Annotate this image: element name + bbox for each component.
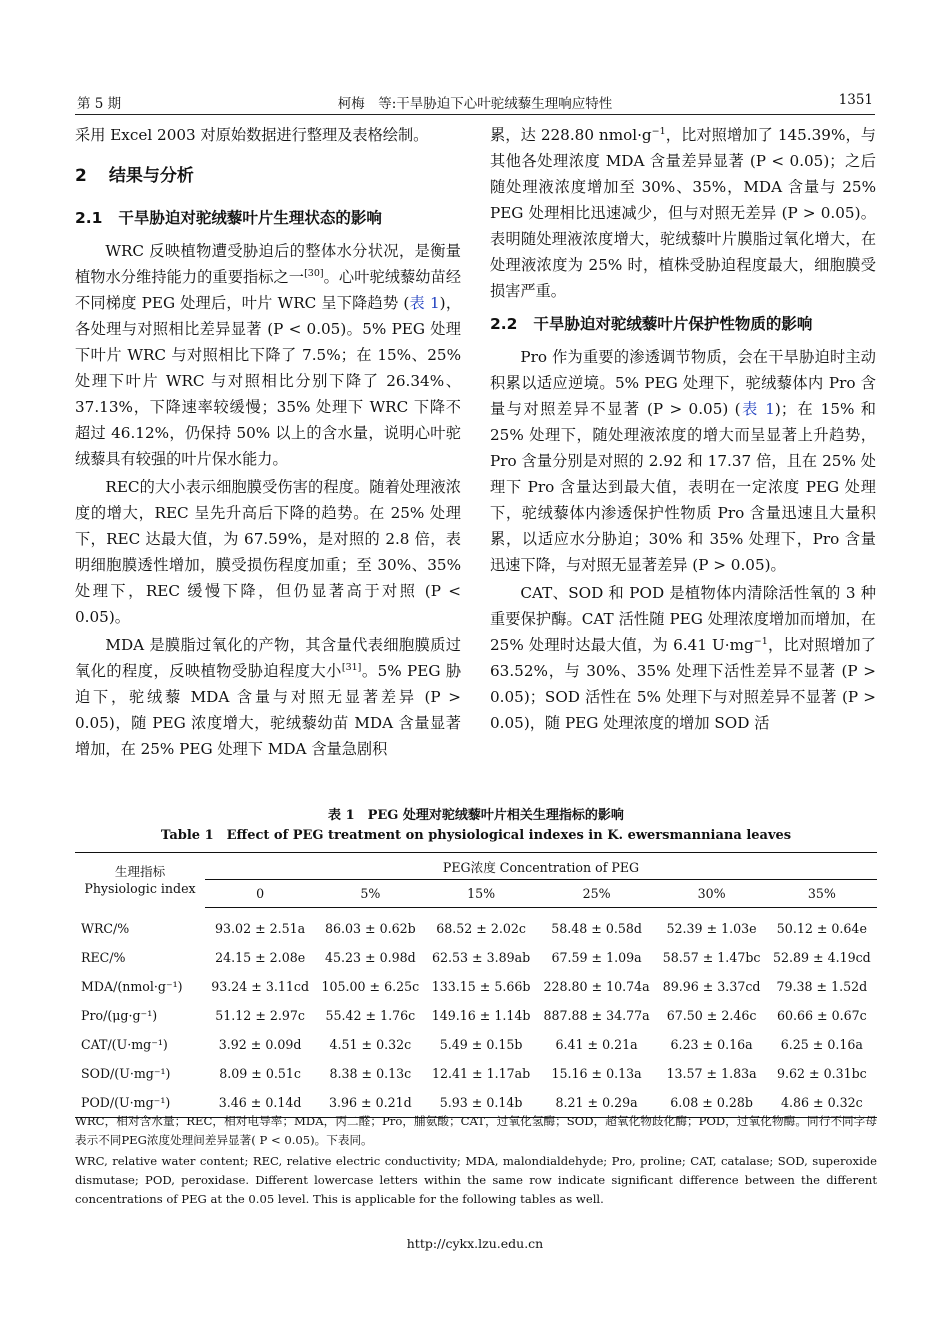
table-caption-cn: 表 1 PEG 处理对驼绒藜叶片相关生理指标的影响 [328, 808, 624, 823]
table-cell: 4.86 ± 0.32c [781, 1095, 863, 1110]
table-cell: 3.96 ± 0.21d [328, 1095, 412, 1110]
concentration-group-header: PEG浓度 Concentration of PEG [205, 853, 877, 880]
right-column [490, 122, 876, 736]
table-cell: 60.66 ± 0.67c [776, 1008, 867, 1023]
footer-url: http://cykx.lzu.edu.cn [406, 1236, 544, 1251]
table-row [75, 1059, 877, 1088]
table-cell: 3.92 ± 0.09d [218, 1037, 302, 1052]
text-run: ，比对照增加了 145.39%，与其他各处理浓度 MDA 含量差异显著 (P < 0.05)；之后随处理液浓度增加至 30%、35%，MDA 含量与 25% PEG 处理相比迅速减少，但与对照无差异 (P > 0.05)。表明随处理液浓度增大，驼绒藜叶片膜脂过氧化增大，在处理液浓度为 25% 时，植株受胁迫程度最大，细胞膜受损害严重。 [490, 126, 876, 300]
table-cell: 13.57 ± 1.83a [666, 1066, 757, 1081]
table-cell: 55.42 ± 1.76c [325, 1008, 416, 1023]
subsection-heading-2-2 [490, 310, 876, 338]
row-label: CAT/(U·mg⁻¹) [81, 1037, 168, 1052]
table-cell: 62.53 ± 3.89ab [431, 950, 531, 965]
row-label: POD/(U·mg⁻¹) [81, 1095, 171, 1110]
table-row [75, 1001, 877, 1030]
text-run: )，各处理与对照相比差异显著 (P < 0.05)。5% PEG 处理下叶片 WRC 与对照相比下降了 7.5%；在 15%、25% 处理下叶片 WRC 与对照相比分别下降了 26.34%、37.13%，下降速率较缓慢；35% 处理下 WRC 下降不超过 46.12%，仍保持 50% 以上的含水量，说明心叶驼绒藜具有较强的叶片保水能力。 [75, 294, 462, 468]
text-run: 累，达 228.80 nmol·g [490, 126, 652, 144]
paragraph-mda-cont [490, 122, 876, 304]
issue-label: 第 5 期 [77, 96, 122, 112]
paragraph-rec: REC的大小表示细胞膜受伤害的程度。随着处理液浓度的增大，REC 呈先升高后下降的趋势。在 25% 处理下，REC 达最大值，为 67.59%，是对照的 2.8 倍，表明细胞膜透性增加，膜受损伤程度加重；至 30%、35%处理下，REC 缓慢下降，但仍显著高于对照 (P < 0.05)。 [75, 478, 461, 626]
table-cell: 68.52 ± 2.02c [436, 921, 526, 936]
table-cell: 105.00 ± 6.25c [321, 979, 420, 994]
table-notes [75, 1112, 877, 1209]
subsection-number: 2.1 [75, 209, 103, 227]
table-row [75, 1030, 877, 1059]
page-number: 1351 [838, 92, 873, 108]
table-cell: 6.23 ± 0.16a [670, 1037, 753, 1052]
table-cell: 6.08 ± 0.28b [670, 1095, 753, 1110]
note-en: WRC, relative water content; REC, relative electric conductivity; MDA, malondialdehyde; Pro, proline; CAT, catalase; SOD, superoxide dismutase; POD, peroxidase. Different lowercase letters within the same row indicate significant difference between the different concentrations of PEG at the 0.05 level. This is applicable for the following tables as well. [75, 1154, 877, 1206]
left-column [75, 122, 461, 762]
table-cell: 8.21 ± 0.29a [555, 1095, 638, 1110]
table-caption-en: Table 1 Effect of PEG treatment on physiological indexes in K. ewersmanniana leaves [160, 828, 792, 843]
concentration-header: 0 [205, 880, 315, 908]
table-cell: 8.38 ± 0.13c [329, 1066, 412, 1081]
table-cell: 51.12 ± 2.97c [215, 1008, 305, 1023]
text-run: 。心叶驼绒藜幼苗经不同梯度 PEG 处理后，叶片 WRC 呈下降趋势 ( [75, 268, 462, 312]
table-cell: 86.03 ± 0.62b [324, 921, 416, 936]
index-header-en: Physiologic index [84, 881, 196, 897]
table-1-link[interactable]: 表 1 [740, 400, 775, 418]
row-label: REC/% [81, 950, 126, 965]
data-table [75, 852, 877, 1118]
text-run: ，比对照增加了 63.52%，与 30%、35% 处理下活性差异不显著 (P > 0.05)；SOD 活性在 5% 处理下与对照差异不显著 (P > 0.05)，随 PEG 处理浓度的增加 SOD 活 [490, 636, 876, 732]
subsection-title: 干旱胁迫对驼绒藜叶片保护性物质的影响 [533, 315, 813, 333]
table-cell: 149.16 ± 1.14b [431, 1008, 531, 1023]
table-cell: 93.24 ± 3.11cd [211, 979, 310, 994]
page-header [75, 92, 875, 115]
concentration-header: 5% [315, 880, 425, 908]
table-cell: 58.48 ± 0.58d [551, 921, 642, 936]
subsection-number: 2.2 [490, 315, 518, 333]
table-cell: 133.15 ± 5.66b [431, 979, 531, 994]
concentration-header: 25% [537, 880, 657, 908]
unit-exponent: −1 [753, 635, 768, 647]
note-cn: WRC，相对含水量；REC，相对电导率；MDA，丙二醛；Pro，脯氨酸；CAT，过氧化氢酶；SOD，超氧化物歧化酶；POD，过氧化物酶。同行不同字母表示不同PEG浓度处理间差异显著( P < 0.05)。下表同。 [75, 1114, 877, 1147]
paragraph-enzymes [490, 580, 876, 736]
table-cell: 67.59 ± 1.09a [551, 950, 642, 965]
text-run: CAT、SOD 和 POD 是植物体内清除活性氧的 3 种重要保护酶。CAT 活性随 PEG 处理浓度增加而增加，在 25% 处理时达最大值，为 6.41 U·mg [490, 584, 876, 654]
table-cell: 52.89 ± 4.19cd [772, 950, 871, 965]
row-label: MDA/(nmol·g⁻¹) [81, 979, 183, 994]
table-cell: 50.12 ± 0.64e [776, 921, 867, 936]
intro-paragraph: 采用 Excel 2003 对原始数据进行整理及表格绘制。 [75, 126, 429, 144]
table-row [75, 943, 877, 972]
citation-31[interactable]: [31] [341, 661, 362, 673]
table-cell: 4.51 ± 0.32c [329, 1037, 412, 1052]
table-cell: 9.62 ± 0.31bc [776, 1066, 867, 1081]
table-cell: 67.50 ± 2.46c [666, 1008, 757, 1023]
section-number: 2 [75, 166, 87, 186]
section-title: 结果与分析 [108, 166, 194, 186]
table-cell: 12.41 ± 1.17ab [431, 1066, 531, 1081]
subsection-title: 干旱胁迫对驼绒藜叶片生理状态的影响 [118, 209, 382, 227]
paragraph-mda [75, 632, 461, 762]
table-cell: 228.80 ± 10.74a [543, 979, 650, 994]
table-cell: 89.96 ± 3.37cd [662, 979, 761, 994]
text-run: Pro 作为重要的渗透调节物质，会在干旱胁迫时主动积累以适应逆境。5% PEG 处理下，驼绒藜体内 Pro 含量与对照差异不显著 (P > 0.05) ( [490, 348, 876, 418]
table-body [75, 908, 877, 1118]
text-run: MDA 是膜脂过氧化的产物，其含量代表细胞膜质过氧化的程度，反映植物受胁迫程度大小 [75, 636, 461, 680]
table-1 [75, 806, 877, 1118]
section-heading [75, 162, 461, 190]
index-header-cn: 生理指标 [114, 864, 166, 880]
table-cell: 887.88 ± 34.77a [543, 1008, 650, 1023]
table-cell: 5.93 ± 0.14b [439, 1095, 523, 1110]
table-cell: 15.16 ± 0.13a [551, 1066, 642, 1081]
citation-30[interactable]: [30] [304, 267, 324, 279]
concentration-header: 35% [767, 880, 877, 908]
table-cell: 58.57 ± 1.47bc [662, 950, 761, 965]
table-cell: 8.09 ± 0.51c [219, 1066, 301, 1081]
paragraph-wrc [75, 238, 461, 472]
row-label: SOD/(U·mg⁻¹) [81, 1066, 171, 1081]
table-cell: 45.23 ± 0.98d [324, 950, 416, 965]
paragraph-pro [490, 344, 876, 578]
concentration-header: 30% [656, 880, 766, 908]
table-cell: 6.25 ± 0.16a [780, 1037, 863, 1052]
table-cell: 3.46 ± 0.14d [218, 1095, 302, 1110]
running-title: 柯梅 等:干旱胁迫下心叶驼绒藜生理响应特性 [337, 96, 613, 112]
table-cell: 52.39 ± 1.03e [666, 921, 757, 936]
row-label: Pro/(μg·g⁻¹) [81, 1008, 158, 1023]
table-row [75, 908, 877, 944]
table-cell: 6.41 ± 0.21a [555, 1037, 638, 1052]
table-cell: 79.38 ± 1.52d [776, 979, 868, 994]
table-row [75, 972, 877, 1001]
text-run: 。5% PEG 胁迫下，驼绒藜 MDA 含量与对照无显著差异 (P > 0.05)，随 PEG 浓度增大，驼绒藜幼苗 MDA 含量显著增加，在 25% PEG 处理下 MDA 含量急剧积 [75, 662, 462, 758]
row-label: WRC/% [81, 920, 130, 936]
table-1-link[interactable]: 表 1 [409, 294, 440, 312]
text-run: WRC 反映植物遭受胁迫后的整体水分状况，是衡量植物水分维持能力的重要指标之一 [75, 242, 461, 286]
table-cell: 5.49 ± 0.15b [439, 1037, 523, 1052]
unit-exponent: −1 [651, 125, 666, 137]
concentration-header: 15% [425, 880, 536, 908]
index-header [75, 853, 205, 908]
subsection-heading-2-1 [75, 204, 461, 232]
table-cell: 93.02 ± 2.51a [215, 921, 306, 936]
text-run: )；在 15% 和 25% 处理下，随处理液浓度的增大而呈显著上升趋势，Pro 含量分别是对照的 2.92 和 17.37 倍，且在 25% 处理下 Pro 含量达到最大值，表明在一定浓度 PEG 处理下，驼绒藜体内渗透保护性物质 Pro 含量迅速且大量积累，以适应水分胁迫；30% 和 35% 处理下，Pro 含量迅速下降，与对照无显著差异 (P > 0.05)。 [490, 400, 876, 574]
table-cell: 24.15 ± 2.08e [215, 950, 306, 965]
